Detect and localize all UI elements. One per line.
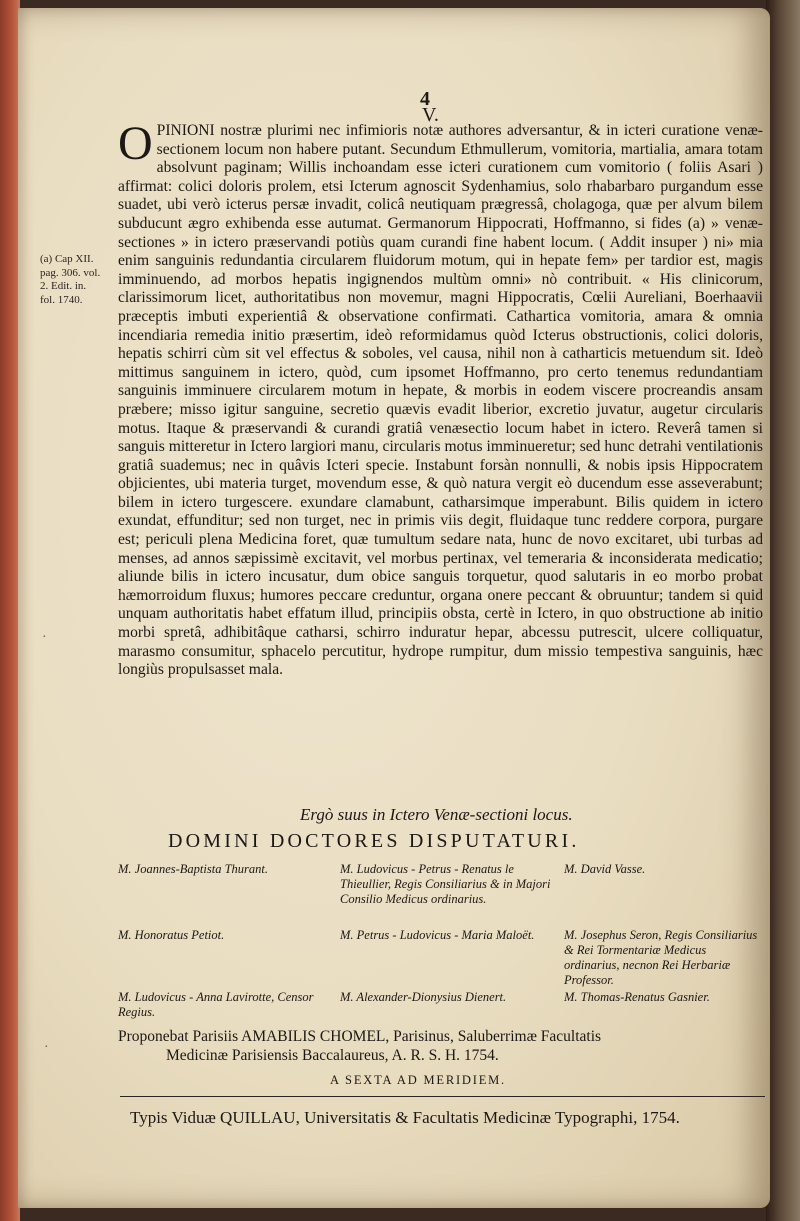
imprint-divider bbox=[120, 1096, 765, 1097]
footnote-line: 2. Edit. in. bbox=[40, 280, 87, 292]
doctor-entry: M. Alexander-Dionysius Dienert. bbox=[340, 990, 507, 1004]
doctor-entry: M. Ludovicus - Anna Lavirotte, Censor Regius. bbox=[118, 990, 314, 1019]
disputation-time: A SEXTA AD MERIDIEM. bbox=[330, 1073, 506, 1087]
doctor-entry: M. Joannes-Baptista Thurant. bbox=[118, 862, 268, 876]
section-number: V. bbox=[422, 104, 439, 126]
doctor-entry: M. Thomas-Renatus Gasnier. bbox=[564, 990, 710, 1004]
margin-mark-icon: · bbox=[42, 630, 47, 645]
proponebat-block bbox=[118, 1027, 768, 1065]
proponebat-line: Proponebat Parisiis AMABILIS CHOMEL, Parisinus, Saluberrimæ Facultatis bbox=[118, 1028, 602, 1045]
margin-mark-icon: · bbox=[44, 1040, 49, 1055]
doctor-entry: M. David Vasse. bbox=[564, 862, 646, 876]
doctors-list bbox=[118, 862, 768, 1022]
thesis-paragraph: PINIONI nostræ plurimi nec infimioris notæ authores adversantur, & in icteri curatione venæ-sectionem locum non habere putant. Secundum Ethmullerum, vomitoria, martialia, amara totam absolvunt paginam; Willis inchoandam esse icteri curationem cum vomitorio ( foliis Asari ) affirmat: colici doloris prolem, etsi Icterum agnoscit Sydenhamius, solo rhabarbaro purgandum esse suadet, ubi verò icterus persæ invadit, colicâ neutiquam prægressâ, cholagoga, quæ per alvum bilem subducunt ægro exhibenda esse autumat. Germanorum Hippocrati, Hoffmanno, si fides (a) » venæ-sectiones » in ictero præservandi potiùs quam curandi fine habent locum. ( Addit insuper ) ni» mia enim sanguinis redundantia circularem fluidorum motum, qui in hepate fem» per tardior est, magis imminuendo, ad morbos hepatis ingignendos multùm omni» nò contribuit. « His clinicorum, clarissimorum licet, authoritatibus non movemur, magni Hippocratis, Cœlii Aureliani, Boerhaavii præceptis imbuti experientiâ & observatione confirmati. Cathartica vomitoria, amara & omnia incendiaria remedia initio præsertim, ideò reformidamus quòd Icterus obstructionis, colici doloris, hepatis schirri cùm sit vel effectus & soboles, vel causa, nihil non à catharticis metuendum sit. Ideò mittimus sanguinem in ictero, quòd, cum ipsomet Hoffmanno, pro certo tenemus redundantiam sanguinis imminuere circularem motum in hepate, & morbis in eodem viscere procreandis ansam præbere; misso igitur sanguine, secretio quævis evadit liberior, excretio juvatur, augetur circularis motus. Itaque & præservandi & curandi gratiâ venæsectio locum habet in ictero. Reverâ tamen si sanguis mitteretur in Ictero largiori manu, circularis motus imminueretur; sed hunc detrahi ventilationis gratiâ suademus; nec in quâvis Icteri specie. Instabunt forsàn nonnulli, & nobis ipsis Hippocratem objicientes, ubi materia turget, movendum esse, & quò natura vergit eò ducendum esse asseverabunt; bilem in ictero turgescere. exundare clamabunt, catharsimque imperabunt. Bilis quidem in ictero exundat, effunditur; sed non turget, nec in primis viis degit, fluidaque tunc reddere corpora, purgare est; periculi plena Medicina foret, quæ tumultum sedare nata, hunc de novo excitaret, ubi turbas ad menses, ad annos sæpissimè excitavit, vel morbus pertinax, vel temeraria & inconsiderata medicatio; aliunde bilis in ictero incusatur, dum obice sanguis torquetur, quod salutaris in eo morbo probat hæmorroidum fluxus; humores peccare creduntur, organa onere peccant & obruuntur; tandem si quid unquam authoritatis habet effatum illud, principiis obsta, certè in Ictero, in quo obstructione ab initio morbi spretâ, adhibitâque catharsi, schirro induratur hepar, abcessu putrescit, ulcere colliquatur, marasmo consumitur, sphacelo percutitur, hydrope rumpitur, dum missio tempestiva sanguinis, hæc longiùs propulsasset mala. bbox=[118, 122, 763, 679]
doctor-entry: M. Honoratus Petiot. bbox=[118, 928, 225, 942]
proponebat-line: Medicinæ Parisiensis Baccalaureus, A. R. S. H. 1754. bbox=[166, 1047, 499, 1064]
footnote-line: fol. 1740. bbox=[40, 293, 83, 306]
book-page-edges bbox=[766, 0, 800, 1221]
thesis-conclusion: Ergò suus in Ictero Venæ-sectioni locus. bbox=[300, 805, 573, 824]
page-number: 4 bbox=[420, 88, 430, 110]
book-binding-left bbox=[0, 0, 20, 1221]
doctor-entry: M. Petrus - Ludovicus - Maria Maloët. bbox=[340, 928, 535, 942]
drop-cap: O bbox=[118, 117, 153, 170]
disputatur-heading: DOMINI DOCTORES DISPUTATURI. bbox=[168, 830, 580, 852]
printer-imprint: Typis Viduæ QUILLAU, Universitatis & Facultatis Medicinæ Typographi, 1754. bbox=[130, 1108, 680, 1127]
footnote-line: pag. 306. vol. bbox=[40, 266, 101, 279]
footnote-line: (a) Cap XII. bbox=[40, 253, 94, 265]
doctor-entry: M. Josephus Seron, Regis Consiliarius & Rei Tormentariæ Medicus ordinarius, necnon Rei Herbariæ Professor. bbox=[564, 928, 758, 987]
thesis-body bbox=[118, 117, 763, 680]
doctor-entry: M. Ludovicus - Petrus - Renatus le Thieullier, Regis Consiliarius & in Majori Consilio Medicus ordinarius. bbox=[340, 862, 551, 906]
margin-footnote bbox=[40, 253, 120, 307]
